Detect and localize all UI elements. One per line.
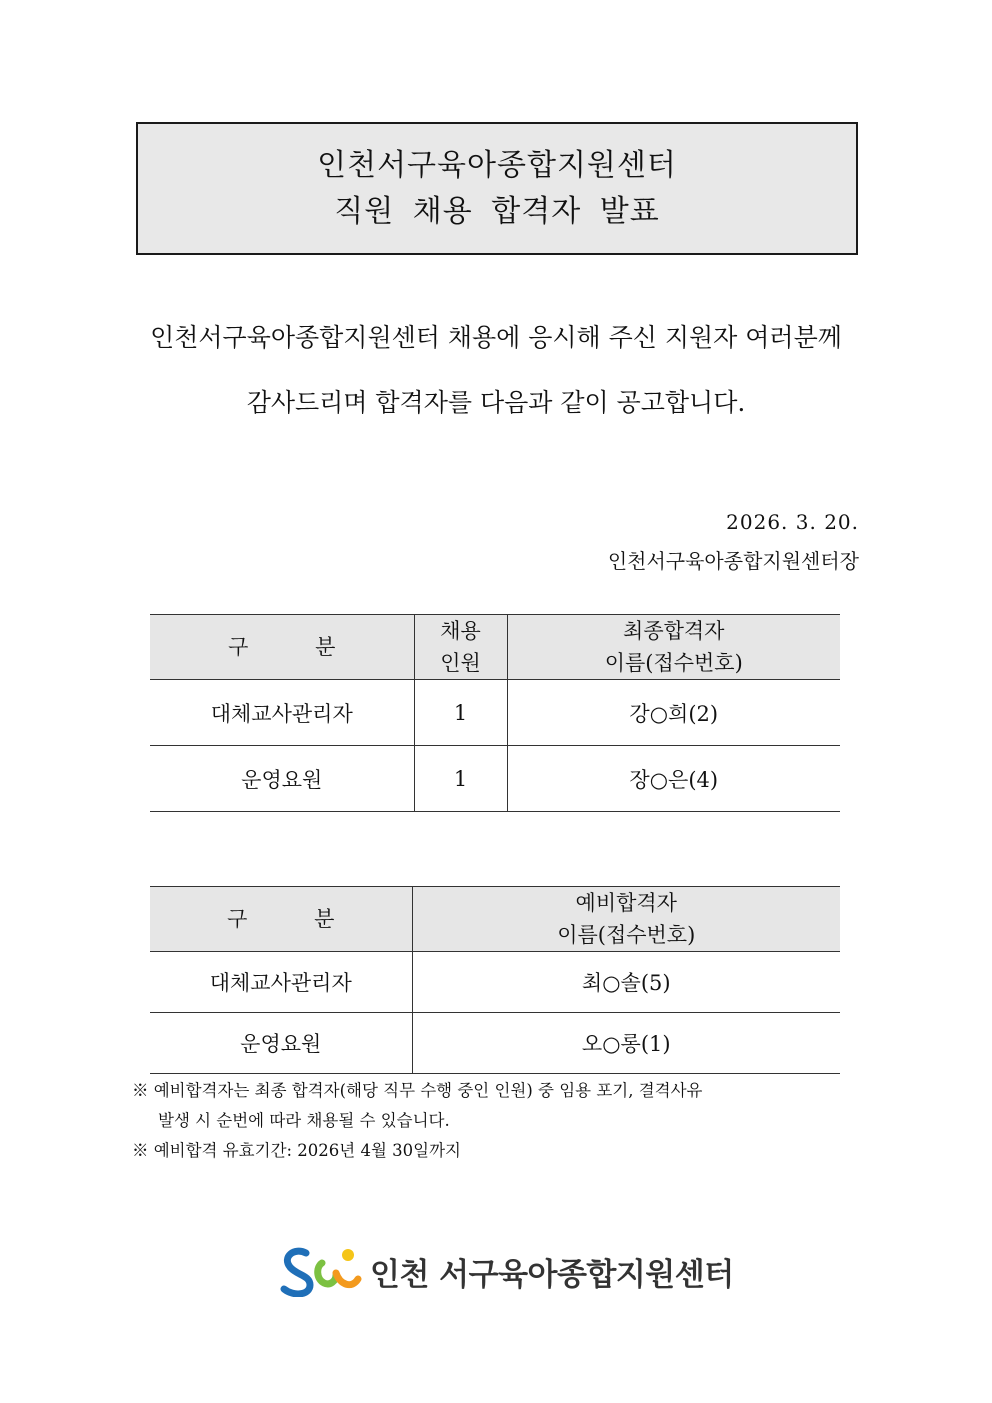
header-count — [414, 615, 507, 680]
table-row — [150, 680, 840, 746]
cell-name: 장○은(4) — [507, 746, 840, 812]
signer: 인천서구육아종합지원센터장 — [607, 549, 859, 573]
header-name — [507, 615, 840, 680]
cell-count: 1 — [414, 680, 507, 746]
intro-line-1: 인천서구육아종합지원센터 채용에 응시해 주신 지원자 여러분께 — [150, 323, 842, 352]
cell-category: 운영요원 — [150, 1013, 412, 1074]
header-count-line-1: 채용 — [440, 619, 481, 643]
table-row — [150, 746, 840, 812]
announcement-date: 2026. 3. 20. — [726, 510, 859, 534]
table-header-row — [150, 615, 840, 680]
center-logo-icon — [280, 1245, 362, 1297]
header-name-line-1: 예비합격자 — [575, 891, 677, 915]
header-count-line-2: 인원 — [440, 651, 481, 675]
header-name-line-2: 이름(접수번호) — [557, 923, 696, 947]
cell-category: 대체교사관리자 — [150, 952, 412, 1013]
title-line-2: 직원 채용 합격자 발표 — [334, 193, 660, 229]
header-category: 구 분 — [150, 615, 414, 680]
table-row — [150, 1013, 840, 1074]
note-line-1: ※ 예비합격자는 최종 합격자(해당 직무 수행 중인 인원) 중 임용 포기, 결격사유 — [132, 1081, 703, 1100]
note-validity: ※ 예비합격 유효기간: 2026년 4월 30일까지 — [132, 1141, 461, 1160]
title-box — [136, 122, 858, 255]
cell-count: 1 — [414, 746, 507, 812]
reserve-passers-table — [150, 886, 840, 1074]
title-line-1: 인천서구육아종합지원센터 — [317, 147, 677, 183]
header-name-line-2: 이름(접수번호) — [604, 651, 743, 675]
cell-category: 운영요원 — [150, 746, 414, 812]
final-passers-table — [150, 614, 840, 812]
intro-line-2: 감사드리며 합격자를 다음과 같이 공고합니다. — [246, 388, 746, 417]
center-logo-text: 인천 서구육아종합지원센터 — [370, 1256, 734, 1293]
center-logo — [280, 1245, 734, 1297]
cell-name: 오○롱(1) — [412, 1013, 840, 1074]
cell-category: 대체교사관리자 — [150, 680, 414, 746]
header-name-line-1: 최종합격자 — [623, 619, 725, 643]
header-category: 구 분 — [150, 887, 412, 952]
cell-name: 최○솔(5) — [412, 952, 840, 1013]
note-line-2: 발생 시 순번에 따라 채용될 수 있습니다. — [158, 1111, 450, 1130]
header-name — [412, 887, 840, 952]
table-header-row — [150, 887, 840, 952]
note-reserve-policy — [132, 1076, 702, 1136]
cell-name: 강○희(2) — [507, 680, 840, 746]
table-row — [150, 952, 840, 1013]
